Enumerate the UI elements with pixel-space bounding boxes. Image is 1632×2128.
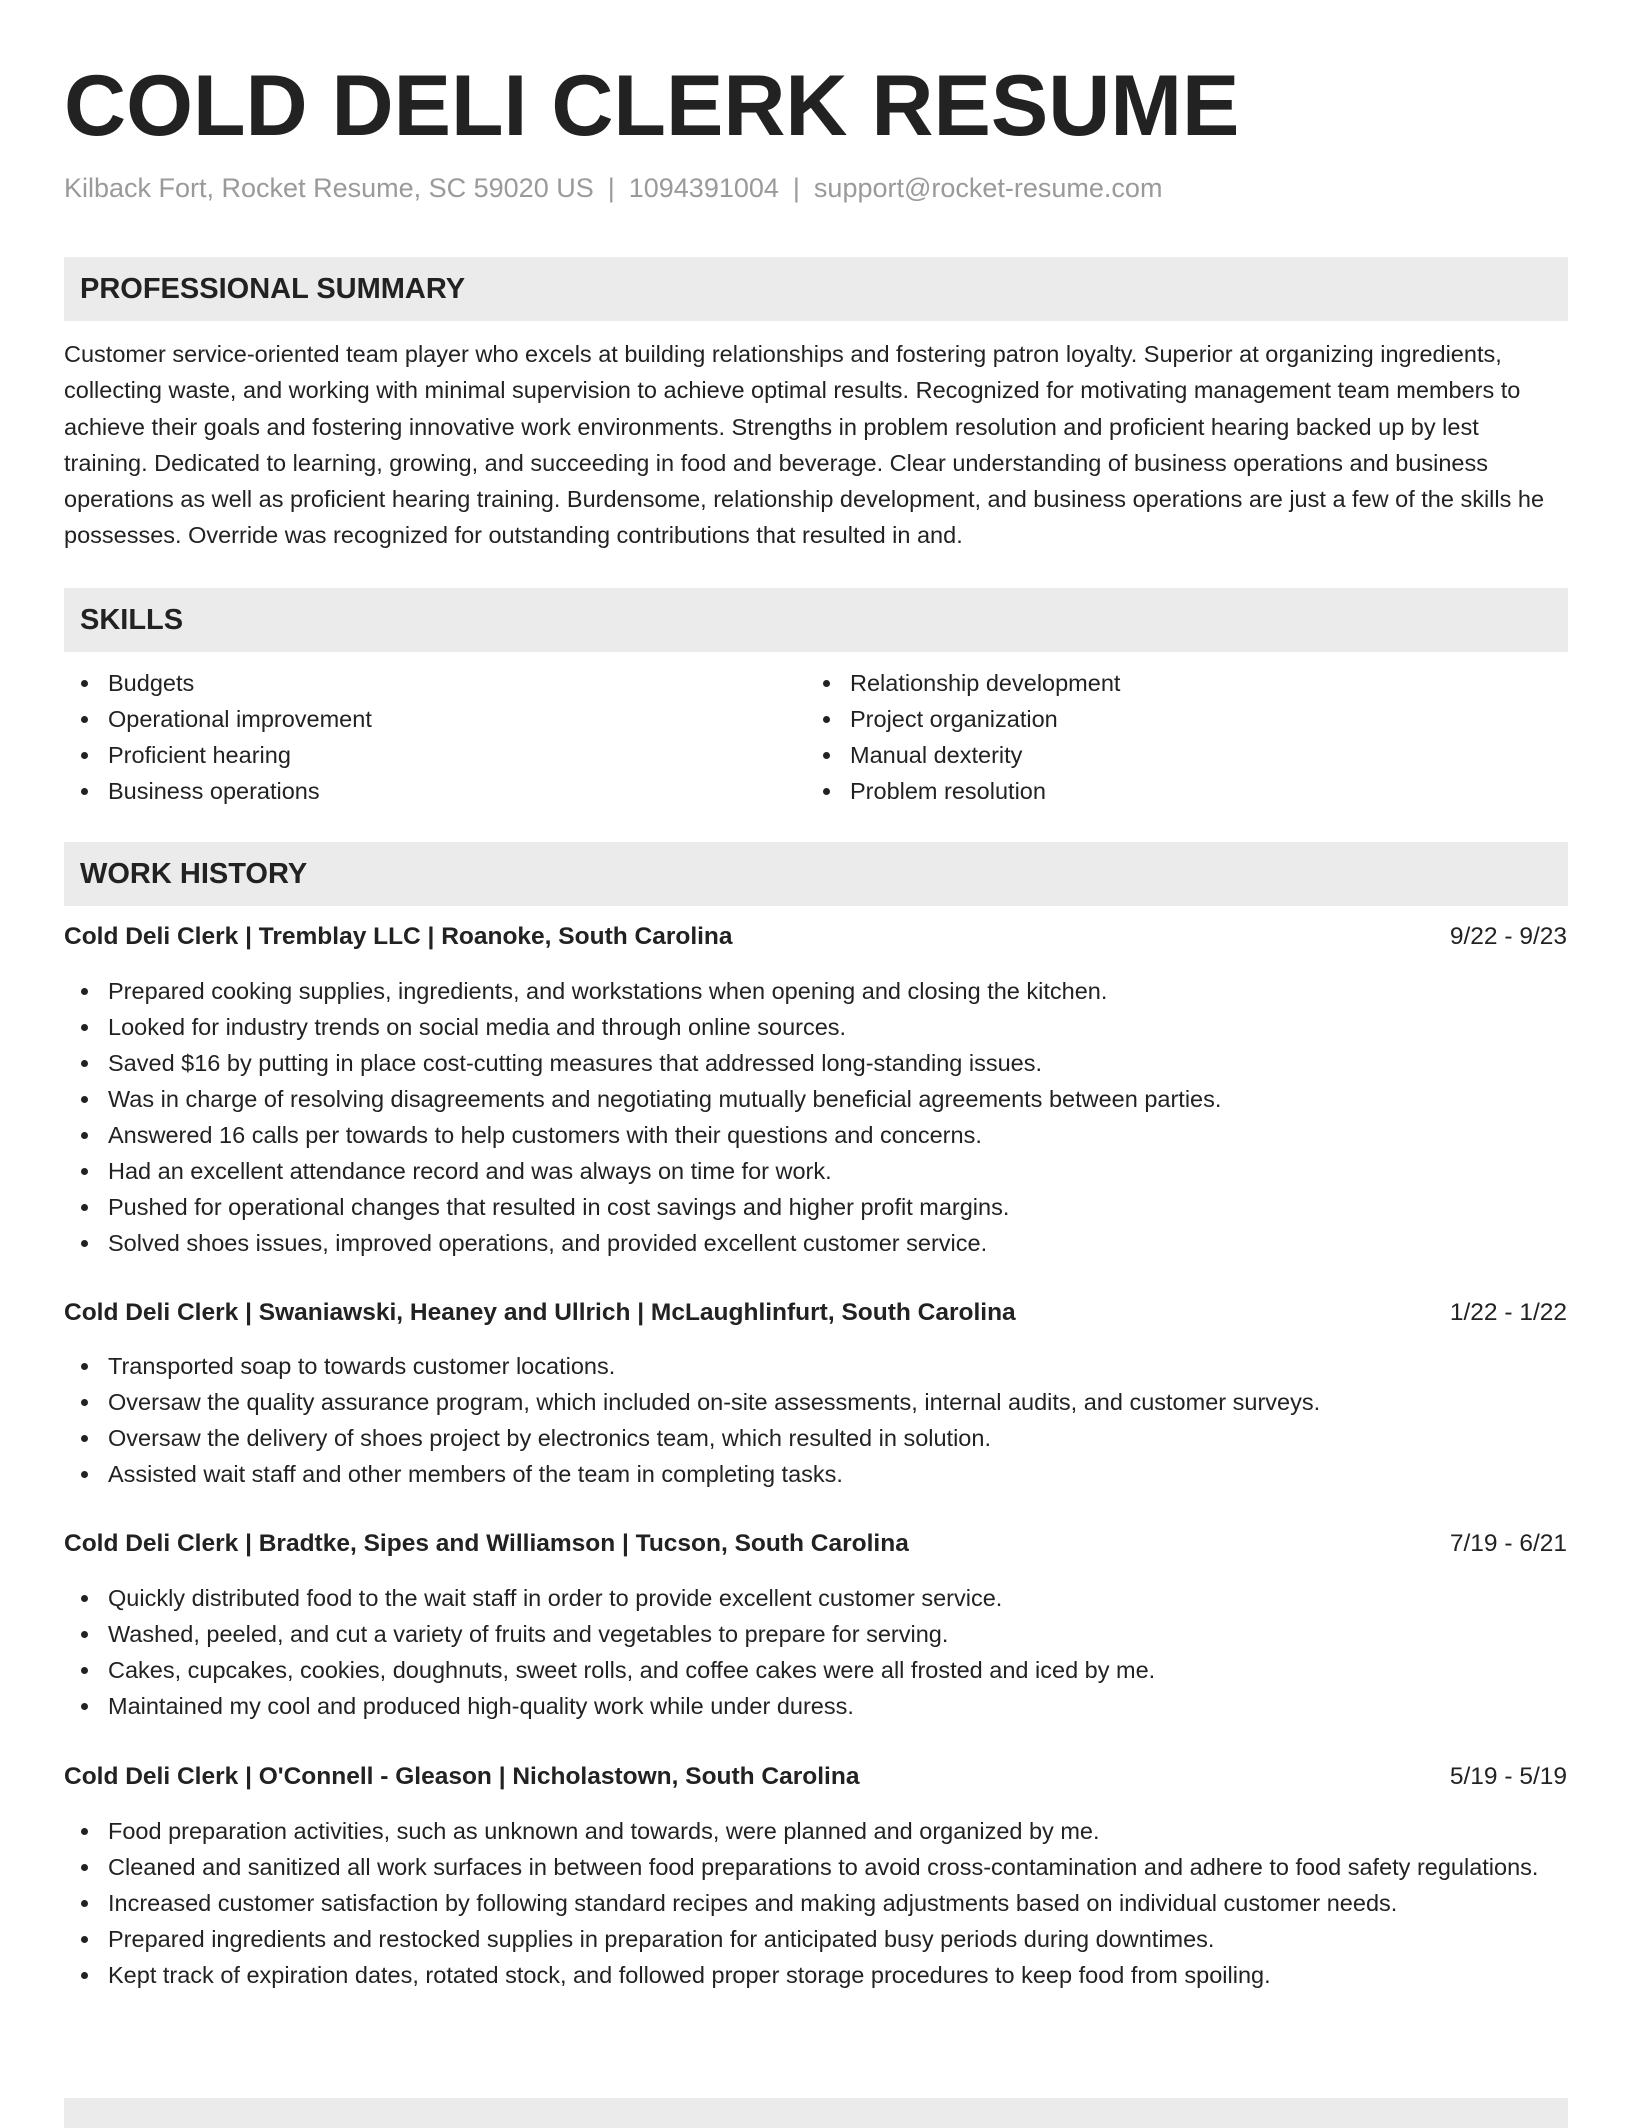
- contact-phone: 1094391004: [628, 173, 779, 203]
- job-duty-item: Quickly distributed food to the wait staff in order to provide excellent customer service.: [64, 1580, 1568, 1616]
- section-heading-work-history: WORK HISTORY: [64, 842, 1568, 906]
- job-duty-item: Food preparation activities, such as unknown and towards, were planned and organized by me.: [64, 1813, 1568, 1849]
- skills-column-right: [806, 665, 1548, 809]
- section-heading-summary: PROFESSIONAL SUMMARY: [64, 257, 1568, 321]
- next-section-heading-band: [64, 2098, 1568, 2128]
- contact-email: support@rocket-resume.com: [813, 173, 1163, 203]
- resume-title: COLD DELI CLERK RESUME: [64, 58, 1240, 154]
- skill-item: Business operations: [64, 773, 806, 809]
- contact-separator: |: [607, 173, 615, 203]
- job-duties-list: [64, 1580, 1568, 1724]
- job-duties-list: [64, 1813, 1568, 1993]
- job-duty-item: Kept track of expiration dates, rotated stock, and followed proper storage procedures to keep food from spoiling.: [64, 1957, 1568, 1993]
- job-duty-item: Solved shoes issues, improved operations, and provided excellent customer service.: [64, 1225, 1568, 1261]
- job-duties-list: [64, 973, 1568, 1261]
- skill-item: Project organization: [806, 701, 1548, 737]
- job-title: Cold Deli Clerk | O'Connell - Gleason | Nicholastown, South Carolina: [64, 1762, 860, 1790]
- job-header: [64, 1295, 1568, 1331]
- job-duty-item: Saved $16 by putting in place cost-cutting measures that addressed long-standing issues.: [64, 1045, 1568, 1081]
- job-title: Cold Deli Clerk | Swaniawski, Heaney and Ullrich | McLaughlinfurt, South Carolina: [64, 1298, 1016, 1326]
- job-duty-item: Prepared cooking supplies, ingredients, and workstations when opening and closing the kitchen.: [64, 973, 1568, 1009]
- skill-item: Problem resolution: [806, 773, 1548, 809]
- job-duty-item: Cleaned and sanitized all work surfaces in between food preparations to avoid cross-contamination and adhere to food safety regulations.: [64, 1849, 1568, 1885]
- job-duty-item: Answered 16 calls per towards to help customers with their questions and concerns.: [64, 1117, 1568, 1153]
- job-duty-item: Was in charge of resolving disagreements and negotiating mutually beneficial agreements between parties.: [64, 1081, 1568, 1117]
- job-header: [64, 919, 1568, 955]
- job-duty-item: Transported soap to towards customer locations.: [64, 1348, 1568, 1384]
- contact-line: [64, 170, 1568, 206]
- job-duty-item: Assisted wait staff and other members of the team in completing tasks.: [64, 1456, 1568, 1492]
- skill-item: Relationship development: [806, 665, 1548, 701]
- job-title: Cold Deli Clerk | Bradtke, Sipes and Williamson | Tucson, South Carolina: [64, 1529, 909, 1557]
- job-duty-item: Oversaw the delivery of shoes project by electronics team, which resulted in solution.: [64, 1420, 1568, 1456]
- job-dates: 1/22 - 1/22: [1449, 1298, 1567, 1326]
- job-title: Cold Deli Clerk | Tremblay LLC | Roanoke, South Carolina: [64, 922, 733, 950]
- resume-page: [64, 0, 1568, 1993]
- job-header: [64, 1526, 1568, 1562]
- job-duty-item: Washed, peeled, and cut a variety of fruits and vegetables to prepare for serving.: [64, 1616, 1568, 1652]
- skill-item: Manual dexterity: [806, 737, 1548, 773]
- job-duty-item: Oversaw the quality assurance program, which included on-site assessments, internal audits, and customer surveys.: [64, 1384, 1568, 1420]
- skills-column-left: [64, 665, 806, 809]
- job-dates: 7/19 - 6/21: [1449, 1529, 1567, 1557]
- skills-list: [64, 665, 1568, 809]
- job-duty-item: Increased customer satisfaction by following standard recipes and making adjustments based on individual customer needs.: [64, 1885, 1568, 1921]
- contact-address: Kilback Fort, Rocket Resume, SC 59020 US: [64, 173, 594, 203]
- skill-item: Budgets: [64, 665, 806, 701]
- job-duty-item: Cakes, cupcakes, cookies, doughnuts, sweet rolls, and coffee cakes were all frosted and iced by me.: [64, 1652, 1568, 1688]
- job-dates: 9/22 - 9/23: [1449, 922, 1567, 950]
- job-duty-item: Pushed for operational changes that resulted in cost savings and higher profit margins.: [64, 1189, 1568, 1225]
- job-dates: 5/19 - 5/19: [1449, 1762, 1567, 1790]
- job-duties-list: [64, 1348, 1568, 1492]
- section-heading-skills: SKILLS: [64, 588, 1568, 652]
- job-duty-item: Looked for industry trends on social media and through online sources.: [64, 1009, 1568, 1045]
- skill-item: Operational improvement: [64, 701, 806, 737]
- job-duty-item: Maintained my cool and produced high-quality work while under duress.: [64, 1688, 1568, 1724]
- skill-item: Proficient hearing: [64, 737, 806, 773]
- job-duty-item: Had an excellent attendance record and was always on time for work.: [64, 1153, 1568, 1189]
- summary-text: Customer service-oriented team player who excels at building relationships and fostering patron loyalty. Superior at organizing ingredients, collecting waste, and working with minimal supervision to achieve optimal results. Recognized for motivating management team members to achieve their goals and fostering innovative work environments. Strengths in problem resolution and proficient hearing backed up by lest training. Dedicated to learning, growing, and succeeding in food and beverage. Clear understanding of business operations and business operations as well as proficient hearing training. Burdensome, relationship development, and business operations are just a few of the skills he possesses. Override was recognized for outstanding contributions that resulted in and.: [64, 341, 1545, 549]
- job-duty-item: Prepared ingredients and restocked supplies in preparation for anticipated busy periods during downtimes.: [64, 1921, 1568, 1957]
- job-header: [64, 1759, 1568, 1795]
- contact-separator: |: [792, 173, 800, 203]
